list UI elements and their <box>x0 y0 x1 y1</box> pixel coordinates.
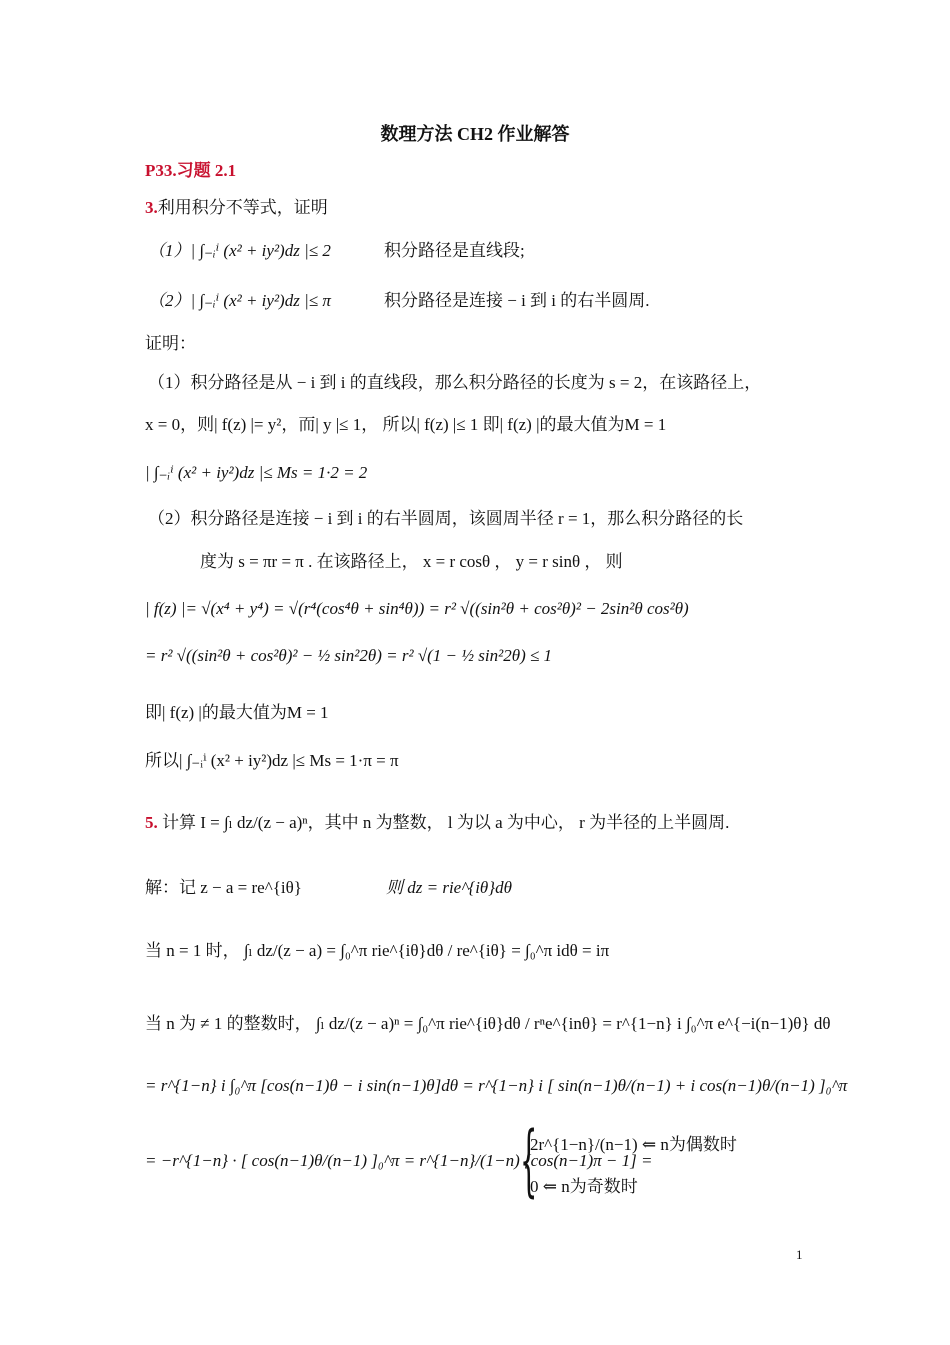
solution-line-a: 解：记 z − a = re^{iθ} <box>145 878 302 897</box>
item-2-note: 积分路径是连接 − i 到 i 的右半圆周. <box>384 291 650 310</box>
proof-2-line-e: 即| f(z) |的最大值为M = 1 <box>145 703 329 722</box>
proof-1-line-a: （1）积分路径是从 − i 到 i 的直线段，那么积分路径的长度为 s = 2，在该路径上， <box>148 373 762 392</box>
problem-5-text: 计算 I = ∫ₗ dz/(z − a)ⁿ，其中 n 为整数， l 为以 a 为中心， r 为半径的上半圆周. <box>162 813 730 832</box>
case-odd: 0 ⇐ n为奇数时 <box>530 1177 638 1196</box>
problem-3-number: 3. <box>145 198 158 217</box>
page-title: 数理方法 CH2 作业解答 <box>380 124 570 144</box>
item-1-note: 积分路径是直线段; <box>384 241 525 260</box>
solution-line-d: = r^{1−n} i ∫₀^π [cos(n−1)θ − i sin(n−1)θ]dθ = r^{1−n} i [ sin(n−1)θ/(n−1) + i cos(n−1)θ/(n−1) ]₀^π <box>145 1076 848 1095</box>
item-1-formula: （1）| ∫₋ᵢⁱ (x² + iy²)dz |≤ 2 <box>148 241 331 260</box>
proof-label: 证明： <box>145 334 196 353</box>
problem-5-number: 5. <box>145 813 158 832</box>
proof-2-line-f: 所以| ∫₋ᵢⁱ (x² + iy²)dz |≤ Ms = 1·π = π <box>145 751 399 770</box>
proof-2-line-d: = r² √((sin²θ + cos²θ)² − ½ sin²2θ) = r² √(1 − ½ sin²2θ) ≤ 1 <box>145 646 553 665</box>
case-even: 2r^{1−n}/(n−1) ⇐ n为偶数时 <box>530 1135 737 1154</box>
proof-2-line-c: | f(z) |= √(x⁴ + y⁴) = √(r⁴(cos⁴θ + sin⁴θ)) = r² √((sin²θ + cos²θ)² − 2sin²θ cos²θ) <box>145 599 689 618</box>
solution-line-a2: 则 dz = rie^{iθ}dθ <box>386 878 512 897</box>
proof-2-line-b: 度为 s = πr = π . 在该路径上， x = r cosθ ， y = r sinθ ， 则 <box>200 552 623 571</box>
proof-2-line-a: （2）积分路径是连接 − i 到 i 的右半圆周，该圆周半径 r = 1，那么积分路径的长 <box>148 509 744 528</box>
solution-case-general: 当 n 为 ≠ 1 的整数时， ∫ₗ dz/(z − a)ⁿ = ∫₀^π rie^{iθ}dθ / rⁿe^{inθ} = r^{1−n} i ∫₀^π e^{−i(n−1)θ} dθ <box>145 1014 831 1033</box>
solution-line-e: = −r^{1−n} · [ cos(n−1)θ/(n−1) ]₀^π = r^{1−n}/(1−n) [cos(n−1)π − 1] = <box>145 1151 653 1170</box>
solution-case-n1: 当 n = 1 时， ∫ₗ dz/(z − a) = ∫₀^π rie^{iθ}dθ / re^{iθ} = ∫₀^π idθ = iπ <box>145 941 610 960</box>
problem-3-heading <box>145 197 328 219</box>
case-brace: { <box>520 1116 538 1206</box>
problem-3-text: 利用积分不等式，证明 <box>157 198 328 217</box>
section-heading: P33.习题 2.1 <box>145 161 237 180</box>
problem-5-heading <box>145 812 729 834</box>
item-2-formula: （2）| ∫₋ᵢⁱ (x² + iy²)dz |≤ π <box>148 291 331 310</box>
proof-1-line-b: x = 0，则| f(z) |= y²，而| y |≤ 1， 所以| f(z) |≤ 1 即| f(z) |的最大值为M = 1 <box>145 415 667 434</box>
proof-1-line-c: | ∫₋ᵢⁱ (x² + iy²)dz |≤ Ms = 1·2 = 2 <box>145 463 368 482</box>
page-number: 1 <box>796 1247 803 1262</box>
